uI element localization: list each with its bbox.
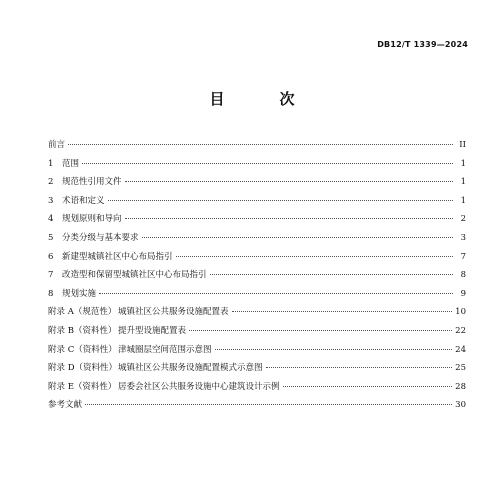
toc-entry-4[interactable] [48, 210, 466, 229]
section-number: 3 [48, 195, 54, 206]
section-number: 8 [48, 288, 54, 299]
toc-label: 范围 [62, 158, 80, 169]
dot-leader [283, 386, 453, 387]
toc-entry-5[interactable] [48, 229, 466, 248]
toc-label: 提升型设施配置表 [118, 325, 187, 336]
table-of-contents [48, 136, 466, 415]
dot-leader [176, 256, 453, 257]
toc-entry-appendix-a[interactable] [48, 303, 466, 322]
toc-label: 前言 [48, 140, 66, 150]
section-number: 6 [48, 251, 54, 262]
section-number: 4 [48, 214, 54, 225]
toc-page-number: II [459, 140, 466, 150]
toc-page-number: 1 [460, 195, 466, 206]
toc-page-number: 1 [460, 158, 466, 169]
toc-page-number: 22 [455, 325, 466, 336]
toc-label: 参考文献 [48, 400, 83, 411]
toc-page-number: 28 [455, 381, 466, 392]
toc-page-number: 10 [455, 307, 466, 318]
toc-entry-appendix-c[interactable] [48, 341, 466, 360]
toc-label: 规划原则和导向 [62, 214, 122, 225]
toc-entry-6[interactable] [48, 248, 466, 267]
toc-entry-foreword[interactable] [48, 136, 466, 155]
dot-leader [68, 144, 453, 145]
dot-leader [82, 163, 453, 164]
section-number: 7 [48, 270, 54, 281]
section-number: 2 [48, 177, 54, 188]
dot-leader [232, 311, 453, 312]
toc-label: 新建型城镇社区中心布局指引 [62, 251, 173, 262]
toc-page-number: 24 [455, 344, 466, 355]
dot-leader [210, 274, 453, 275]
toc-label: 改造型和保留型城镇社区中心布局指引 [62, 270, 207, 281]
toc-page-number: 8 [460, 270, 466, 281]
dot-leader [142, 237, 453, 238]
appendix-kind: 附录 B（资料性） [48, 325, 117, 336]
toc-entry-2[interactable] [48, 173, 466, 192]
toc-page-number: 25 [455, 363, 466, 374]
toc-label: 术语和定义 [62, 195, 105, 206]
dot-leader [215, 349, 453, 350]
appendix-kind: 附录 D（资料性） [48, 363, 118, 374]
toc-page-number: 7 [460, 251, 466, 262]
dot-leader [125, 181, 453, 182]
appendix-kind: 附录 C（资料性） [48, 344, 117, 355]
appendix-kind: 附录 E（资料性） [48, 381, 117, 392]
appendix-kind: 附录 A（规范性） [48, 307, 117, 318]
toc-page-number: 2 [460, 214, 466, 225]
toc-entry-3[interactable] [48, 192, 466, 211]
dot-leader [99, 293, 453, 294]
page-title: 目 次 [209, 90, 315, 108]
toc-label: 城镇社区公共服务设施配置模式示意图 [118, 363, 263, 374]
dot-leader [125, 218, 453, 219]
toc-label: 津城圈层空间范围示意图 [118, 344, 212, 355]
dot-leader [189, 330, 452, 331]
toc-page-number: 1 [460, 177, 466, 188]
dot-leader [85, 404, 452, 405]
toc-page-number: 3 [460, 232, 466, 243]
toc-entry-appendix-d[interactable] [48, 359, 466, 378]
toc-entry-8[interactable] [48, 285, 466, 304]
toc-entry-7[interactable] [48, 266, 466, 285]
toc-label: 规范性引用文件 [62, 177, 122, 188]
section-number: 1 [48, 158, 54, 169]
toc-entry-references[interactable] [48, 396, 466, 415]
toc-entry-1[interactable] [48, 155, 466, 174]
section-number: 5 [48, 232, 54, 243]
toc-page-number: 9 [460, 288, 466, 299]
document-code: DB12/T 1339—2024 [377, 40, 468, 49]
toc-entry-appendix-e[interactable] [48, 378, 466, 397]
dot-leader [266, 367, 453, 368]
dot-leader [108, 200, 453, 201]
toc-label: 规划实施 [62, 288, 97, 299]
toc-page-number: 30 [455, 400, 466, 411]
toc-entry-appendix-b[interactable] [48, 322, 466, 341]
toc-label: 分类分级与基本要求 [62, 232, 139, 243]
toc-label: 城镇社区公共服务设施配置表 [118, 307, 229, 318]
toc-label: 居委会社区公共服务设施中心建筑设计示例 [118, 381, 280, 392]
